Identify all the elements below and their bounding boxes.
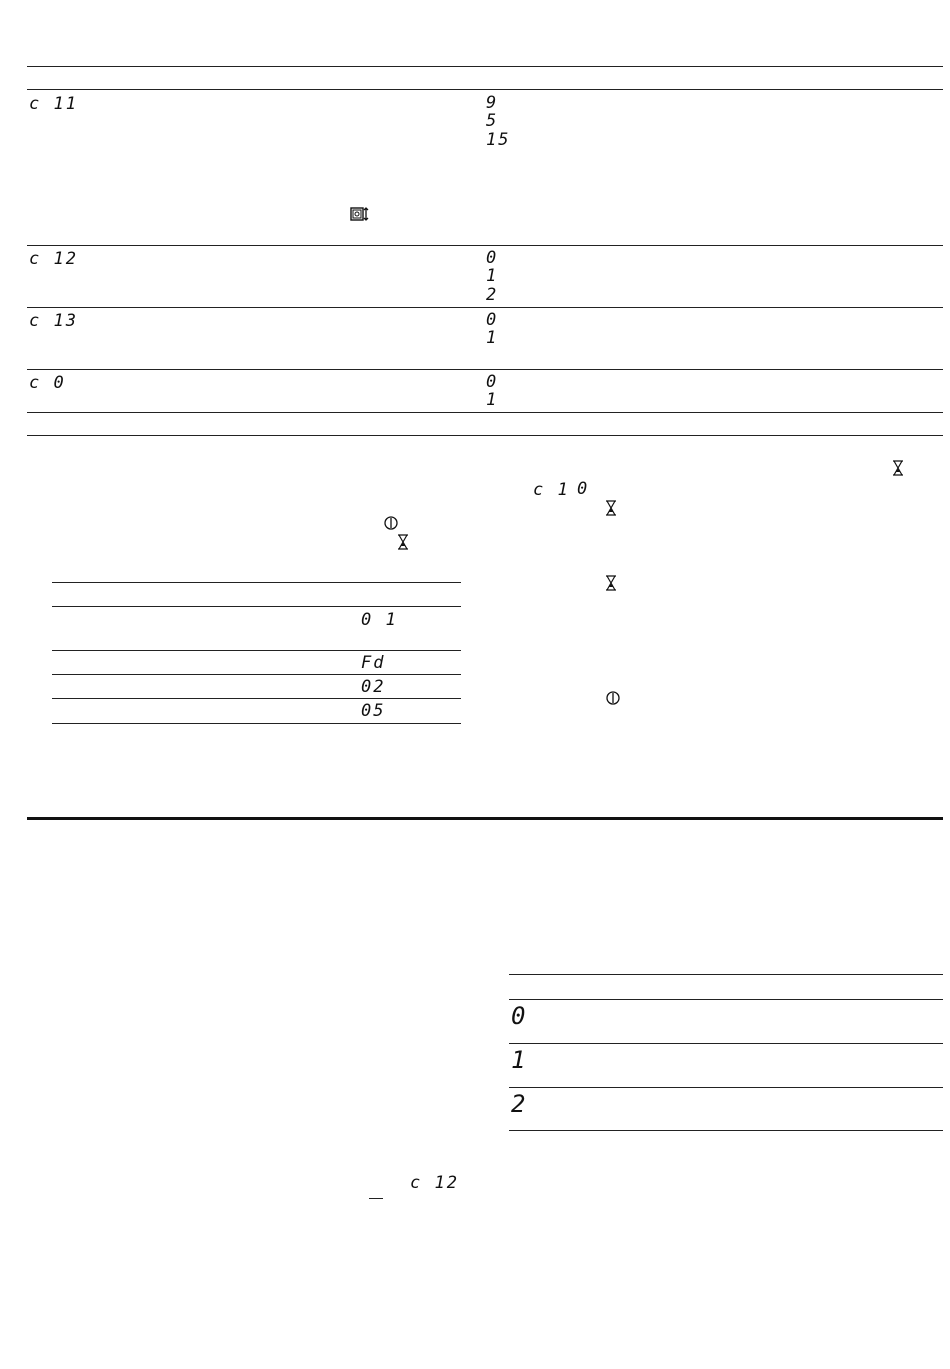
power-icon — [606, 690, 620, 706]
lower-table-header-rule — [509, 999, 943, 1000]
sub-table-value-fd: Fd — [361, 653, 386, 673]
lower-table-top-rule — [509, 974, 943, 975]
row-divider — [27, 412, 943, 413]
setting-code-c13: c 13 — [29, 311, 78, 331]
minus-key-underline — [369, 1198, 383, 1199]
timer-icon — [891, 460, 905, 476]
lower-table-value-2: 2 — [511, 1090, 528, 1118]
setting-code-c11: c 11 — [29, 94, 78, 114]
setting-code-c12: c 12 — [29, 249, 78, 269]
row-divider — [52, 650, 461, 651]
timer-icon — [604, 500, 618, 516]
wipe-sensor-icon — [350, 206, 370, 222]
row-divider — [509, 1087, 943, 1088]
setting-value-0: 0 — [486, 372, 499, 392]
power-icon — [384, 515, 398, 531]
row-divider — [52, 698, 461, 699]
setting-value-2: 2 — [486, 285, 499, 305]
table-header-rule — [27, 89, 943, 90]
setting-value-9: 9 — [486, 93, 499, 113]
sub-table-top-rule — [52, 582, 461, 583]
display-code: c 1 — [533, 480, 570, 500]
lower-table-value-1: 1 — [511, 1046, 528, 1074]
timer-icon — [604, 575, 618, 591]
row-divider — [509, 1043, 943, 1044]
sub-table-header-rule — [52, 606, 461, 607]
setting-value-0: 0 — [486, 310, 499, 330]
table-bottom-rule — [27, 435, 943, 436]
display-value: 0 — [577, 479, 590, 499]
sub-table-value-02: 02 — [361, 677, 386, 697]
setting-value-5: 5 — [486, 111, 499, 131]
sub-table-value-01: 0 1 — [361, 610, 398, 630]
setting-value-1: 1 — [486, 328, 499, 348]
setting-value-1: 1 — [486, 390, 499, 410]
setting-code-c0: c 0 — [29, 373, 66, 393]
timer-icon — [396, 534, 410, 550]
setting-value-0: 0 — [486, 248, 499, 268]
sub-table-value-05: 05 — [361, 701, 386, 721]
row-divider — [52, 674, 461, 675]
row-divider — [27, 307, 943, 308]
row-divider — [27, 245, 943, 246]
setting-value-1: 1 — [486, 266, 499, 286]
table-top-rule — [27, 66, 943, 67]
section-divider — [27, 817, 943, 820]
sub-table-bottom-rule — [52, 723, 461, 724]
footer-display-code: c 12 — [410, 1173, 459, 1193]
row-divider — [27, 369, 943, 370]
setting-value-15: 15 — [486, 130, 511, 150]
lower-table-bottom-rule — [509, 1130, 943, 1131]
lower-table-value-0: 0 — [511, 1002, 528, 1030]
